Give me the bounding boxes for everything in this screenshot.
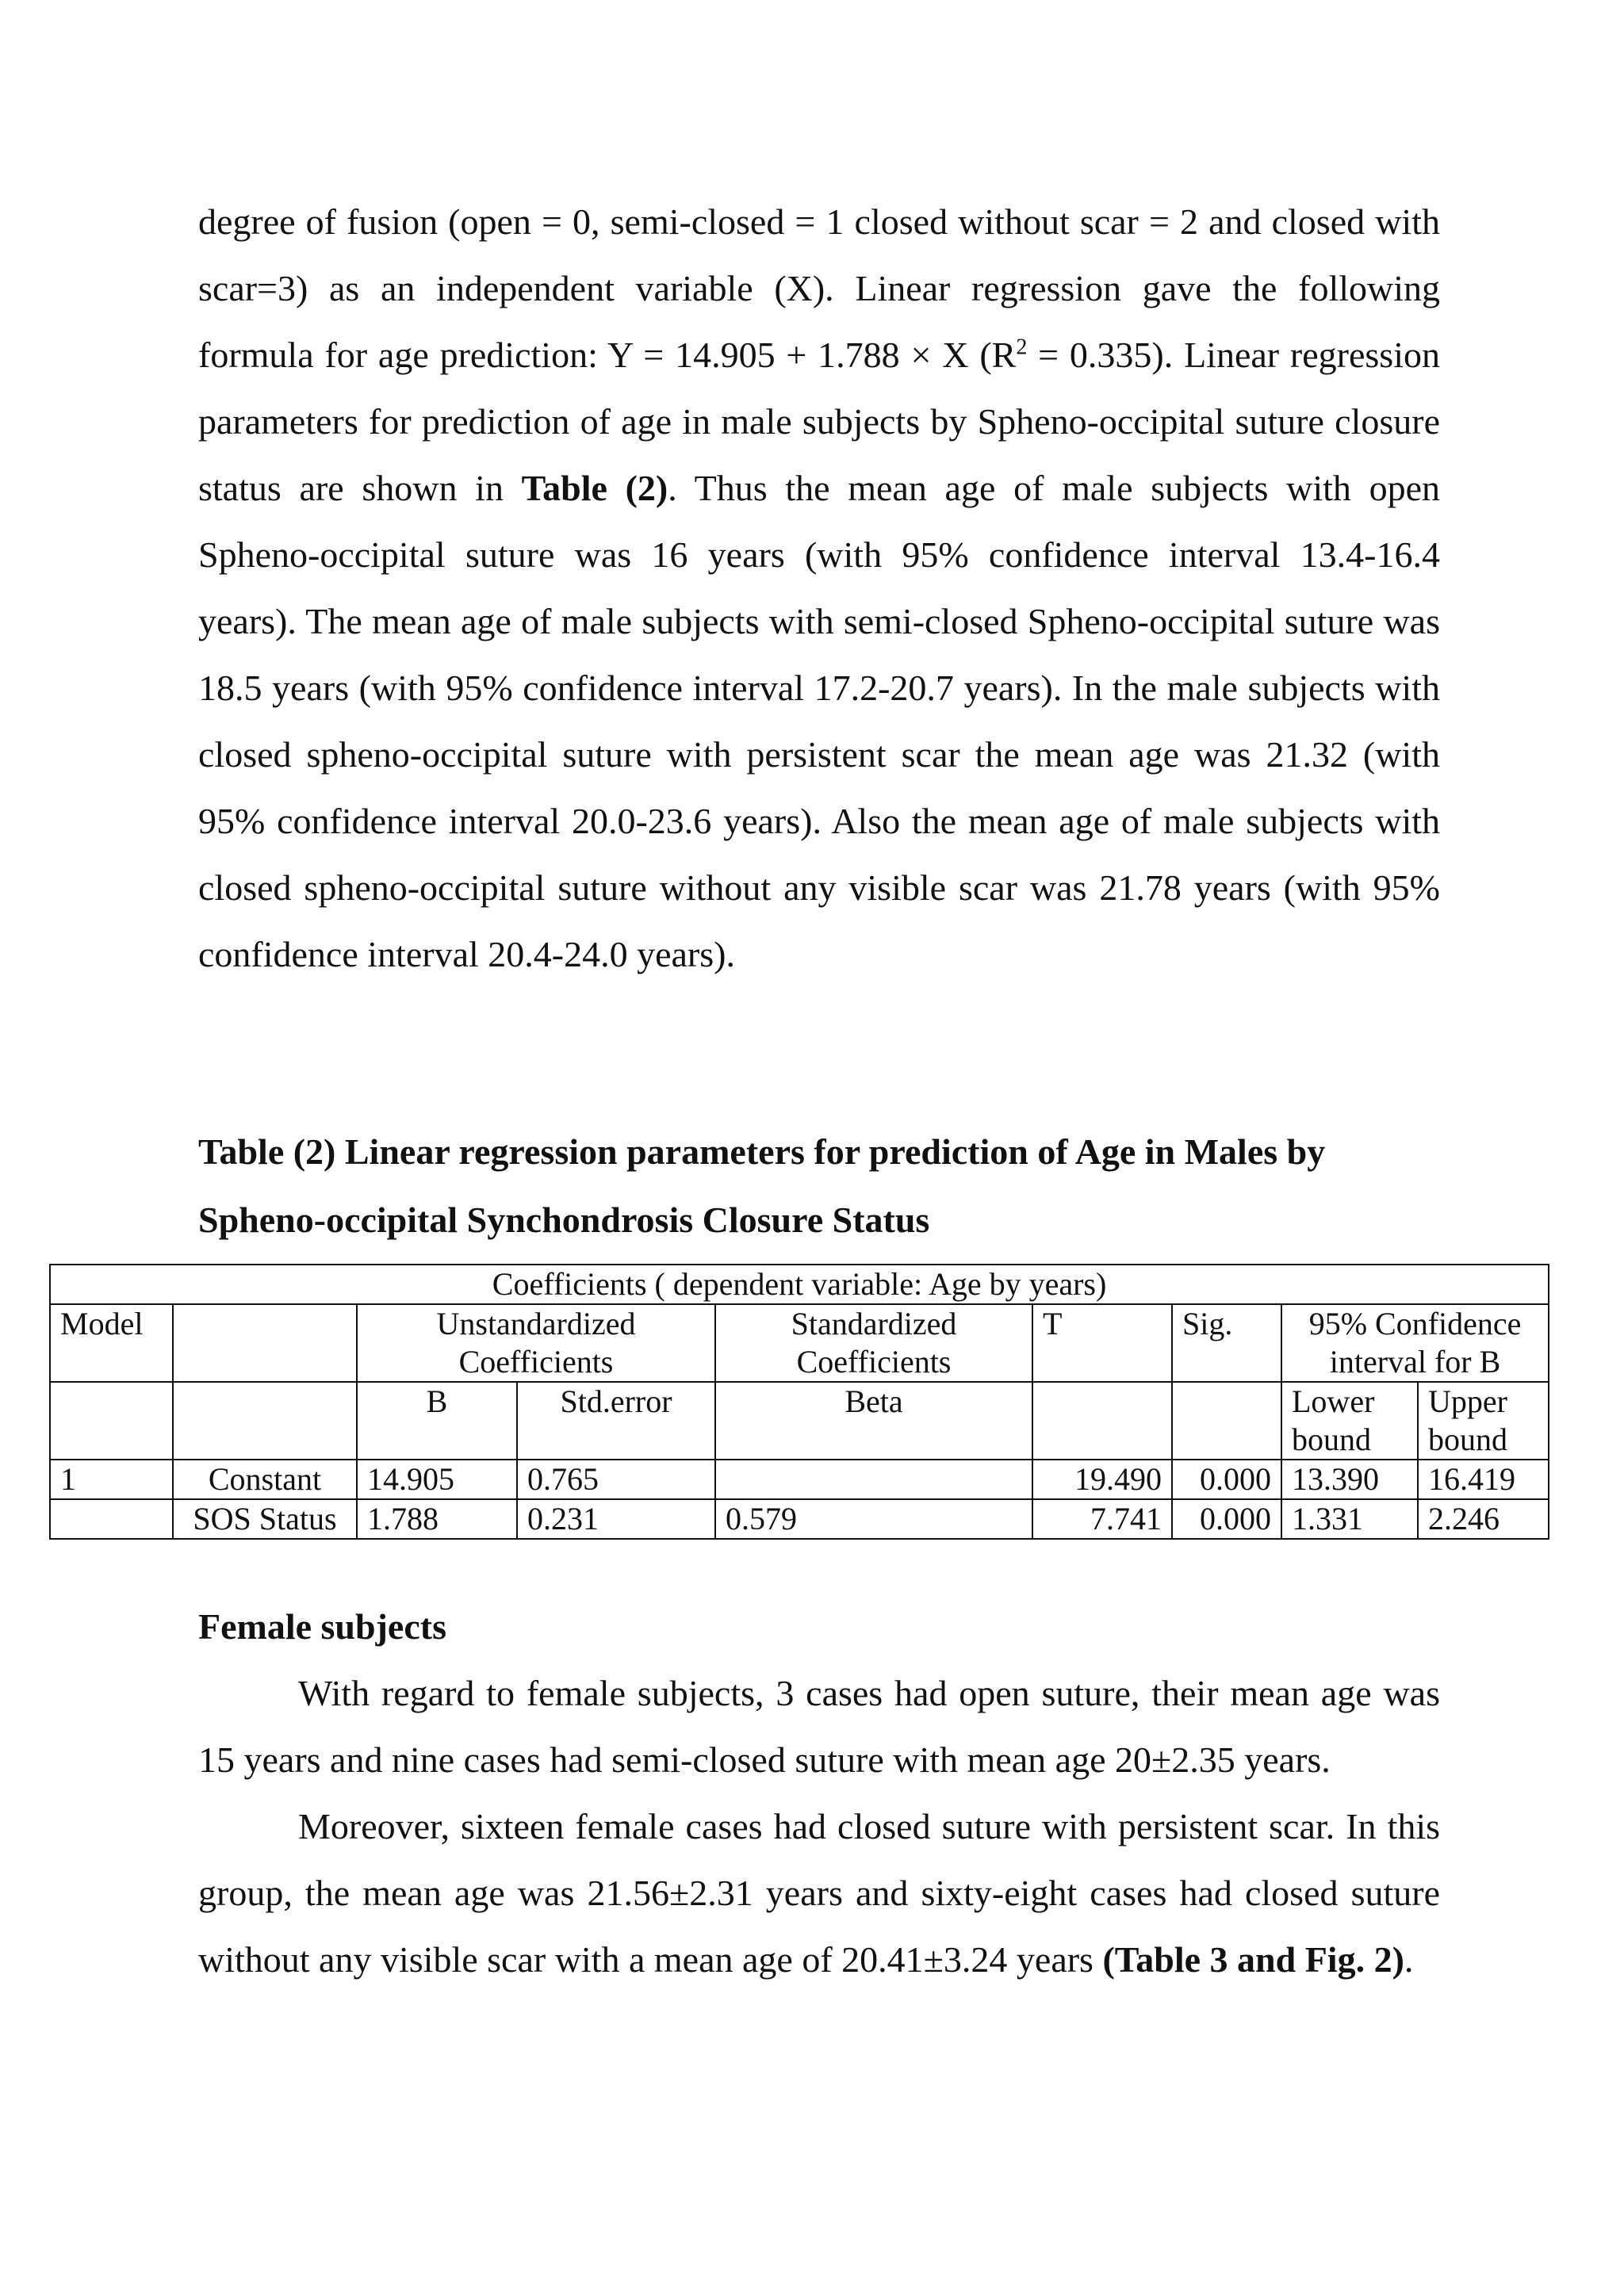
cell-t: 19.490 (1032, 1460, 1172, 1499)
cell-lower: 1.331 (1281, 1499, 1418, 1539)
table-header-row (50, 1304, 1549, 1382)
subheader-lower-bound: Lower bound (1281, 1382, 1418, 1460)
section-heading-female: Female subjects (198, 1606, 446, 1647)
cell-std-error: 0.231 (517, 1499, 715, 1539)
table-figure-reference: (Table 3 and Fig. 2) (1102, 1939, 1404, 1980)
cell-sig: 0.000 (1172, 1499, 1281, 1539)
subheader-blank (50, 1382, 173, 1460)
subheader-blank (1032, 1382, 1172, 1460)
subheader-upper-bound: Upper bound (1418, 1382, 1549, 1460)
table-subheader-row (50, 1382, 1549, 1460)
paragraph-text: degree of fusion (open = 0, semi-closed = 1 closed without scar = 2 and closed with scar=3) as an independent variable (X). Linear regression gave the following formula for age prediction: Y = 14.905 + 1.788 × X (R (198, 201, 1440, 375)
cell-b: 1.788 (357, 1499, 517, 1539)
paragraph-end: . (1404, 1939, 1414, 1980)
header-t: T (1032, 1304, 1172, 1382)
regression-table (49, 1264, 1549, 1540)
subheader-std-error: Std.error (517, 1382, 715, 1460)
r-squared-superscript: 2 (1016, 335, 1028, 360)
paragraph-text: Moreover, sixteen female cases had closed suture with persistent scar. In this group, the mean age was 21.56±2.31 years and sixty-eight cases had closed suture without any visible scar with a mean age of 20.41±3.24 years (198, 1806, 1440, 1980)
cell-sig: 0.000 (1172, 1460, 1281, 1499)
female-results (198, 1660, 1440, 1993)
cell-lower: 13.390 (1281, 1460, 1418, 1499)
table-caption: Table (2) Linear regression parameters for prediction of Age in Males by Spheno-occipital Synchondrosis Closure Status (198, 1131, 1326, 1240)
cell-t: 7.741 (1032, 1499, 1172, 1539)
cell-name: SOS Status (173, 1499, 357, 1539)
cell-upper: 2.246 (1418, 1499, 1549, 1539)
table-reference: Table (2) (521, 468, 668, 508)
table-title-row (50, 1265, 1549, 1304)
cell-beta: 0.579 (715, 1499, 1032, 1539)
header-model: Model (50, 1304, 173, 1382)
paragraph-female-closed (198, 1793, 1440, 1993)
paragraph-male-results (198, 189, 1440, 988)
cell-name: Constant (173, 1460, 357, 1499)
header-unstandardized: Unstandardized Coefficients (357, 1304, 715, 1382)
table-row (50, 1499, 1549, 1539)
paragraph-text: = 0.335). Linear regression parameters for prediction of age in male subjects by Spheno-occipital suture closure status are shown in (198, 335, 1440, 508)
cell-beta (715, 1460, 1032, 1499)
subheader-blank (173, 1382, 357, 1460)
cell-std-error: 0.765 (517, 1460, 715, 1499)
header-confidence-interval: 95% Confidence interval for B (1281, 1304, 1549, 1382)
table-title: Coefficients ( dependent variable: Age by years) (50, 1265, 1549, 1304)
header-blank (173, 1304, 357, 1382)
subheader-blank (1172, 1382, 1281, 1460)
paragraph-text: . Thus the mean age of male subjects with open Spheno-occipital suture was 16 years (with 95% confidence interval 13.4-16.4 years). The mean age of male subjects with semi-closed Spheno-occipital suture was 18.5 years (with 95% confidence interval 17.2-20.7 years). In the male subjects with closed spheno-occipital suture with persistent scar the mean age was 21.32 (with 95% confidence interval 20.0-23.6 years). Also the mean age of male subjects with closed spheno-occipital suture without any visible scar was 21.78 years (with 95% confidence interval 20.4-24.0 years). (198, 468, 1440, 974)
subheader-beta: Beta (715, 1382, 1032, 1460)
subheader-b: B (357, 1382, 517, 1460)
cell-model: 1 (50, 1460, 173, 1499)
cell-model (50, 1499, 173, 1539)
table-row (50, 1460, 1549, 1499)
cell-upper: 16.419 (1418, 1460, 1549, 1499)
header-sig: Sig. (1172, 1304, 1281, 1382)
paragraph-female-open: With regard to female subjects, 3 cases had open suture, their mean age was 15 years and nine cases had semi-closed suture with mean age 20±2.35 years. (198, 1673, 1440, 1780)
header-standardized: Standardized Coefficients (715, 1304, 1032, 1382)
cell-b: 14.905 (357, 1460, 517, 1499)
